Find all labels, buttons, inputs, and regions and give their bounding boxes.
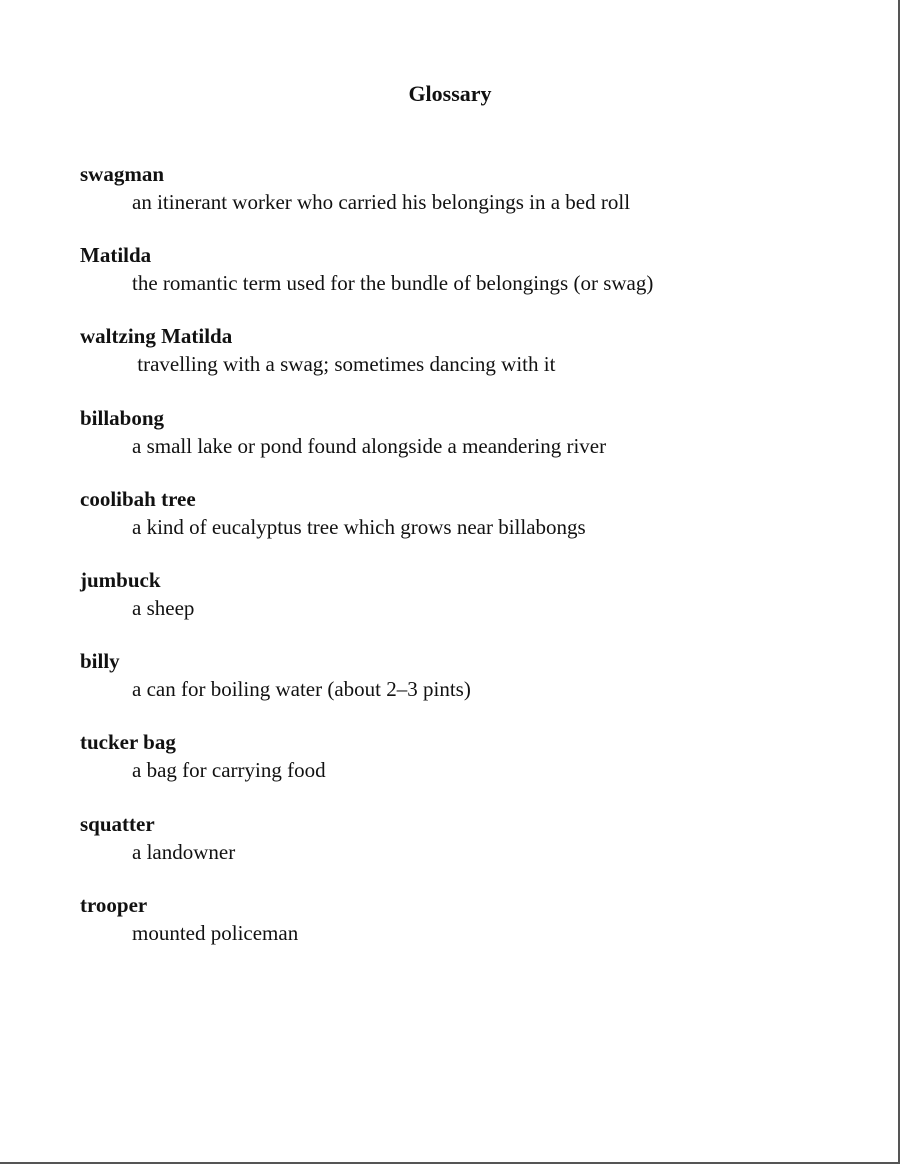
glossary-entry [80, 241, 860, 322]
glossary-definition: travelling with a swag; sometimes dancing with it [132, 352, 556, 377]
glossary-entry [80, 404, 860, 485]
glossary-list [80, 160, 860, 972]
glossary-definition: an itinerant worker who carried his belongings in a bed roll [132, 190, 631, 214]
glossary-entry [80, 810, 860, 891]
glossary-entry [80, 728, 860, 809]
glossary-definition: a small lake or pond found alongside a meandering river [132, 433, 607, 458]
glossary-term: jumbuck [80, 567, 161, 592]
glossary-definition: a landowner [132, 839, 236, 864]
glossary-term: coolibah tree [80, 486, 196, 511]
glossary-definition: the romantic term used for the bundle of belongings (or swag) [132, 271, 654, 296]
glossary-term: tucker bag [80, 730, 176, 755]
glossary-term: billy [80, 649, 120, 674]
glossary-definition: mounted policeman [132, 920, 299, 945]
glossary-term: waltzing Matilda [80, 324, 233, 349]
glossary-entry [80, 891, 860, 972]
glossary-term: squatter [80, 811, 155, 836]
glossary-term: trooper [80, 892, 148, 917]
glossary-term: Matilda [80, 243, 152, 268]
glossary-entry [80, 322, 860, 403]
glossary-entry [80, 160, 860, 241]
glossary-entry [80, 647, 860, 728]
glossary-term: swagman [80, 162, 165, 186]
glossary-definition: a bag for carrying food [132, 758, 326, 783]
glossary-definition: a sheep [132, 595, 195, 620]
glossary-entry [80, 566, 860, 647]
glossary-entry [80, 485, 860, 566]
page-title: Glossary [408, 81, 492, 106]
glossary-definition: a can for boiling water (about 2–3 pints) [132, 677, 471, 702]
glossary-term: billabong [80, 405, 165, 430]
glossary-definition: a kind of eucalyptus tree which grows near billabongs [132, 514, 586, 539]
